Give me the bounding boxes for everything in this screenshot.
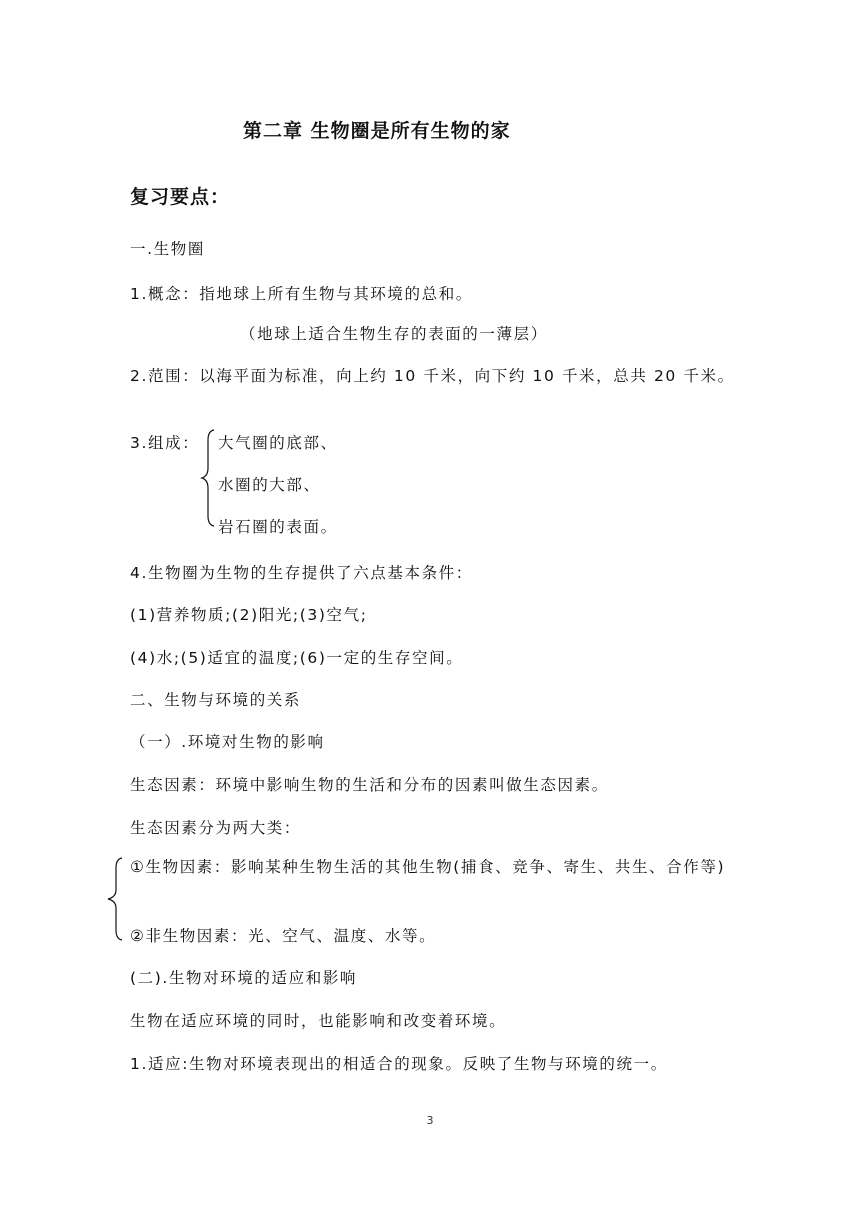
abiotic-factor-line: ②非生物因素：光、空气、温度、水等。: [130, 927, 437, 945]
adaptation-definition: 1.适应:生物对环境表现出的相适合的现象。反映了生物与环境的统一。: [130, 1055, 668, 1073]
biotic-factor-paragraph: ①生物因素：影响某种生物生活的其他生物(捕食、竞争、寄生、共生、合作等): [130, 858, 726, 876]
adaptation-intro: 生物在适应环境的同时，也能影响和改变着环境。: [130, 1012, 507, 1030]
chapter-title: 第二章 生物圈是所有生物的家: [243, 120, 511, 142]
composition-label: 3.组成：: [130, 434, 200, 452]
composition-brace: [200, 428, 220, 528]
concept-line: 1.概念：指地球上所有生物与其环境的总和。: [130, 285, 473, 303]
subsection-1-heading: （一）.环境对生物的影响: [130, 733, 325, 751]
section-1-heading: 一.生物圈: [130, 240, 205, 258]
composition-item-1: 大气圈的底部、: [218, 434, 338, 452]
page-number: 3: [426, 1114, 434, 1127]
composition-item-2: 水圈的大部、: [218, 476, 321, 494]
conditions-line: 4.生物圈为生物的生存提供了六点基本条件：: [130, 564, 473, 582]
ecological-factor-definition: 生态因素：环境中影响生物的生活和分布的因素叫做生态因素。: [130, 776, 609, 794]
section-2-heading: 二、生物与环境的关系: [130, 691, 302, 709]
composition-item-3: 岩石圈的表面。: [218, 518, 338, 536]
review-heading: 复习要点：: [130, 186, 231, 208]
scope-paragraph: 2.范围：以海平面为标准，向上约 10 千米，向下约 10 千米，总共 20 千米。: [130, 367, 735, 385]
conditions-part-1: (1)营养物质;(2)阳光;(3)空气;: [130, 606, 368, 624]
factor-brace: [104, 856, 128, 942]
subsection-2-heading: (二).生物对环境的适应和影响: [130, 969, 358, 987]
factor-categories-line: 生态因素分为两大类：: [130, 819, 302, 837]
concept-note: （地球上适合生物生存的表面的一薄层）: [240, 325, 548, 343]
conditions-part-2: (4)水;(5)适宜的温度;(6)一定的生存空间。: [130, 649, 464, 667]
